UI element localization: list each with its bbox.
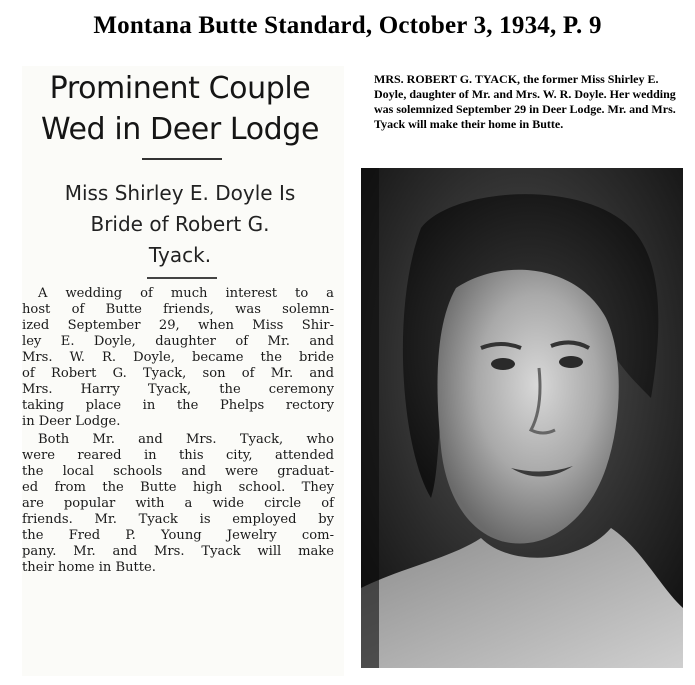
portrait-illustration [361, 168, 683, 668]
subhead-line-3: Tyack. [148, 243, 212, 267]
headline-line-2: Wed in Deer Lodge [41, 112, 319, 147]
paragraph-line: their home in Butte. [22, 560, 156, 575]
paragraph-line: Mrs. W. R. Doyle, became the bride [22, 350, 334, 365]
subhead-line-2: Bride of Robert G. [90, 212, 270, 236]
paragraph-line: Mrs. Harry Tyack, the ceremony [22, 382, 334, 397]
bride-portrait-photo [361, 168, 683, 668]
paragraph-line: friends. Mr. Tyack is employed by [22, 512, 334, 527]
subhead-line-1: Miss Shirley E. Doyle Is [64, 181, 296, 205]
paragraph-line: A wedding of much interest to a [38, 286, 334, 301]
paragraph-line: ley E. Doyle, daughter of Mr. and [22, 334, 334, 349]
photo-caption: MRS. ROBERT G. TYACK, the former Miss Shirley E. Doyle, daughter of Mr. and Mrs. W. R. Doyle. Her wedding was solemnized September 29 in Deer Lodge. Mr. and Mrs. Tyack will make their home in Butte. [374, 72, 676, 131]
paragraph-line: Both Mr. and Mrs. Tyack, who [38, 432, 334, 447]
paragraph-line: pany. Mr. and Mrs. Tyack will make [22, 544, 334, 559]
paragraph-line: ed from the Butte high school. They [22, 480, 334, 495]
paragraph-line: ized September 29, when Miss Shir- [22, 318, 334, 333]
paragraph-line: the Fred P. Young Jewelry com- [22, 528, 334, 543]
subhead-divider [147, 277, 217, 279]
paragraph-line: of Robert G. Tyack, son of Mr. and [22, 366, 334, 381]
paragraph-line: in Deer Lodge. [22, 414, 121, 429]
paragraph-line: the local schools and were graduat- [22, 464, 334, 479]
paragraph-line: are popular with a wide circle of [22, 496, 334, 511]
paragraph-line: were reared in this city, attended [22, 448, 334, 463]
source-citation: Montana Butte Standard, October 3, 1934, P. 9 [93, 12, 602, 39]
paragraph-line: taking place in the Phelps rectory [22, 398, 334, 413]
headline-line-1: Prominent Couple [49, 71, 311, 106]
paragraph-line: host of Butte friends, was solemn- [22, 302, 334, 317]
headline-divider [142, 158, 222, 160]
newspaper-clipping [22, 66, 344, 676]
